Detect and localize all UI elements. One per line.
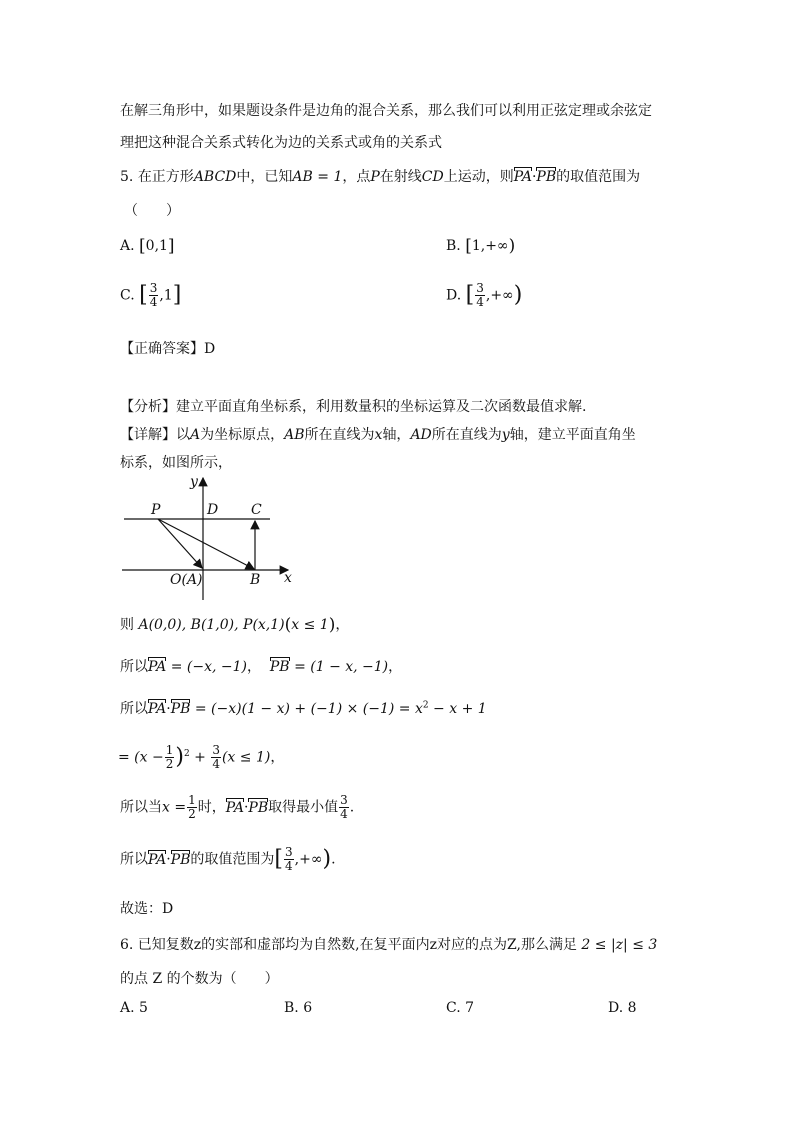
coordinate-figure [118, 472, 298, 604]
choice-b[interactable]: B. [1,+∞) [446, 236, 516, 256]
choice-c[interactable]: C. [ $\frac{3}{4}$ ,1] [120, 281, 182, 309]
label-x: x [284, 570, 292, 586]
q5-paren: （ ） [124, 203, 180, 219]
label-o: O(A) [170, 572, 203, 588]
label-y: y [190, 474, 198, 490]
label-c: C [251, 502, 262, 518]
q5-analysis: 【分析】建立平面直角坐标系，利用数量积的坐标运算及二次函数最值求解. [120, 399, 587, 415]
q6-choice-d[interactable]: D. 8 [608, 1000, 637, 1016]
choice-d[interactable]: D. [ $\frac{3}{4}$ ,+∞) [446, 281, 523, 309]
q6-stem-line-2: 的点 Z 的个数为（ ） [120, 971, 279, 987]
label-p: P [151, 502, 161, 518]
label-b: B [250, 572, 261, 588]
sol-min: 所以当x = $\frac{1}{2}$ 时，PA·PB取得最小值 $\frac{3}{4}$ . [120, 793, 355, 821]
label-d: D [207, 502, 219, 518]
q5-stem: 5. 在正方形ABCD中，已知AB = 1，点P在射线CD上运动，则PA·PB的取值范围为 [120, 169, 641, 185]
q6-choice-a[interactable]: A. 5 [120, 1000, 148, 1016]
sol-dot: 所以$PA\cdot PB = (-x)(1 - x) + (-1) \times (-1) = x^2 - x + 1$ [120, 700, 487, 717]
sol-vectors: 所以PA = (−x, −1)， PB = (1 − x, −1)， [120, 659, 403, 675]
q5-detail-line-1: 【详解】以A为坐标原点，AB所在直线为x轴，AD所在直线为y轴，建立平面直角坐 [120, 427, 636, 443]
choice-a[interactable]: A. [0,1] [120, 236, 175, 256]
sol-range: 所以PA·PB的取值范围为[ $\frac{3}{4}$ ,+∞). [120, 845, 336, 873]
q5-answer: 【正确答案】D [120, 341, 216, 357]
q6-stem-line-1: 6. 已知复数z的实部和虚部均为自然数,在复平面内z对应的点为Z,那么满足 2 ≤ |z| ≤ 3 [120, 937, 658, 953]
intro-line-2: 理把这种混合关系式转化为边的关系式或角的关系式 [120, 135, 442, 151]
sol-coords: 则 A(0,0), B(1,0), P(x,1)(x ≤ 1)， [120, 615, 350, 635]
intro-line-1: 在解三角形中，如果题设条件是边角的混合关系，那么我们可以利用正弦定理或余弦定 [120, 103, 652, 119]
q5-choose: 故选：D [120, 901, 174, 917]
q6-choice-b[interactable]: B. 6 [284, 1000, 313, 1016]
vector-pa [158, 519, 202, 568]
q5-detail-line-2: 标系，如图所示， [120, 455, 232, 471]
sol-square: = (x − $\frac{1}{2}$ )$^2$ + $\frac{3}{4}$ (x ≤ 1)， [118, 743, 285, 771]
vector-pb [158, 519, 254, 569]
q6-choice-c[interactable]: C. 7 [446, 1000, 475, 1016]
